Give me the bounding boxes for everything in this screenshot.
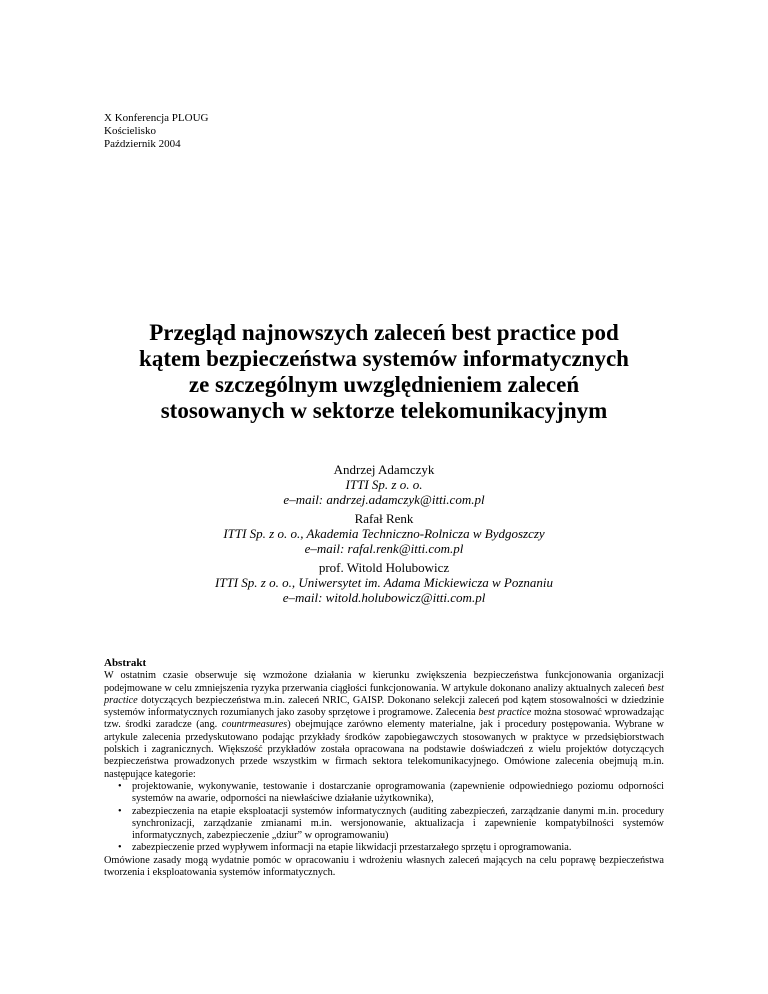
abstract-paragraph: Omówione zasady mogą wydatnie pomóc w opracowaniu i wdrożeniu własnych zaleceń mających na celu poprawę bezpieczeństwa tworzenia i eksploatowania systemów informatycznych. [104, 854, 664, 879]
title-line: kątem bezpieczeństwa systemów informatycznych [139, 346, 629, 371]
author-email: e–mail: andrzej.adamczyk@itti.com.pl [283, 492, 485, 507]
author-email: e–mail: rafal.renk@itti.com.pl [304, 541, 464, 556]
abstract-term: best practice [478, 707, 532, 719]
list-item-text: projektowanie, wykonywanie, testowanie i dostarczanie oprogramowania (zapewnienie odpowiedniego poziomu odporności systemów na awarie, odporności na niewłaściwe działanie użytkownika), [132, 780, 664, 805]
abstract-text: dotyczących bezpieczeństwa m.in. zaleceń NRIC, GAISP. Dokonano selekcji zaleceń pod kątem stosowalności w dziedzinie systemów informatycznych rozumianych jako zasoby sprzętowe i programowe. Zalecenia [104, 694, 664, 719]
author-email: e–mail: witold.holubowicz@itti.com.pl [282, 590, 486, 605]
author-affiliation: ITTI Sp. z o. o., Akademia Techniczno-Rolnicza w Bydgoszczy [223, 526, 545, 541]
abstract-term: countrmeasures [221, 719, 288, 731]
bullet-icon: • [118, 842, 122, 854]
abstract-term: best practice [104, 682, 664, 706]
author-name: prof. Witold Holubowicz [318, 560, 450, 575]
bullet-icon: • [118, 805, 122, 817]
conference-location: Kościelisko [104, 125, 156, 137]
conference-date: Październik 2004 [104, 138, 181, 150]
list-item [118, 805, 664, 843]
abstract-section [104, 657, 664, 879]
abstract-bullet-list [104, 781, 664, 855]
title-line: stosowanych w sektorze telekomunikacyjnym [160, 398, 608, 423]
title-line: Przegląd najnowszych zaleceń best practice pod [149, 320, 619, 345]
list-item [118, 842, 664, 854]
list-item-text: zabezpieczenia na etapie eksploatacji systemów informatycznych (auditing zabezpieczeń, zarządzanie danymi m.in. procedury synchronizacji, zarządzanie zmianami m.in. wersjonowanie, aktualizacja i zapewnienie kompatybilności systemów informatycznych, zabezpieczenie „dziur” w oprogramowaniu) [132, 805, 664, 842]
author-name: Rafał Renk [354, 511, 414, 526]
conference-name: X Konferencja PLOUG [104, 112, 209, 124]
author-name: Andrzej Adamczyk [333, 462, 435, 477]
author-affiliation: ITTI Sp. z o. o., Uniwersytet im. Adama Mickiewicza w Poznaniu [214, 575, 554, 590]
conference-header [104, 112, 208, 151]
abstract-text: W ostatnim czasie obserwuje się wzmożone działania w kierunku zwiększenia bezpieczeństwa funkcjonowania organizacji podejmowane w celu zmniejszenia ryzyka przerwania ciągłości funkcjonowania. W artykule dokonano analizy aktualnych zaleceń [104, 670, 664, 694]
list-item [118, 780, 664, 806]
title-line: ze szczególnym uwzględnieniem zaleceń [188, 372, 580, 397]
bullet-icon: • [118, 780, 122, 792]
paper-title [84, 320, 684, 424]
abstract-paragraph [104, 670, 664, 781]
abstract-text: ) obejmujące zarówno elementy materialne, jak i procedury postępowania. Wybrane w artykule zalecenia przedyskutowano podając przykłady środków zapobiegawczych stosowanych w praktyce w przedsiębiorstwach polskich i zagranicznych. Większość przykładów została opracowana na podstawie doświadczeń z wielu projektów dotyczących bezpieczeństwa prowadzonych przede wszystkim w firmach sektora telekomunikacyjnego. Omówione zalecenia obejmują m.in. następujące kategorie: [104, 719, 664, 780]
list-item-text: zabezpieczenie przed wypływem informacji na etapie likwidacji przestarzałego sprzętu i oprogramowania. [132, 842, 572, 854]
abstract-text: można stosować wprowadzając tzw. środki zaradcze (ang. [104, 707, 664, 731]
abstract-heading: Abstrakt [104, 657, 147, 669]
author-list [84, 462, 684, 605]
author-affiliation: ITTI Sp. z o. o. [345, 477, 423, 492]
